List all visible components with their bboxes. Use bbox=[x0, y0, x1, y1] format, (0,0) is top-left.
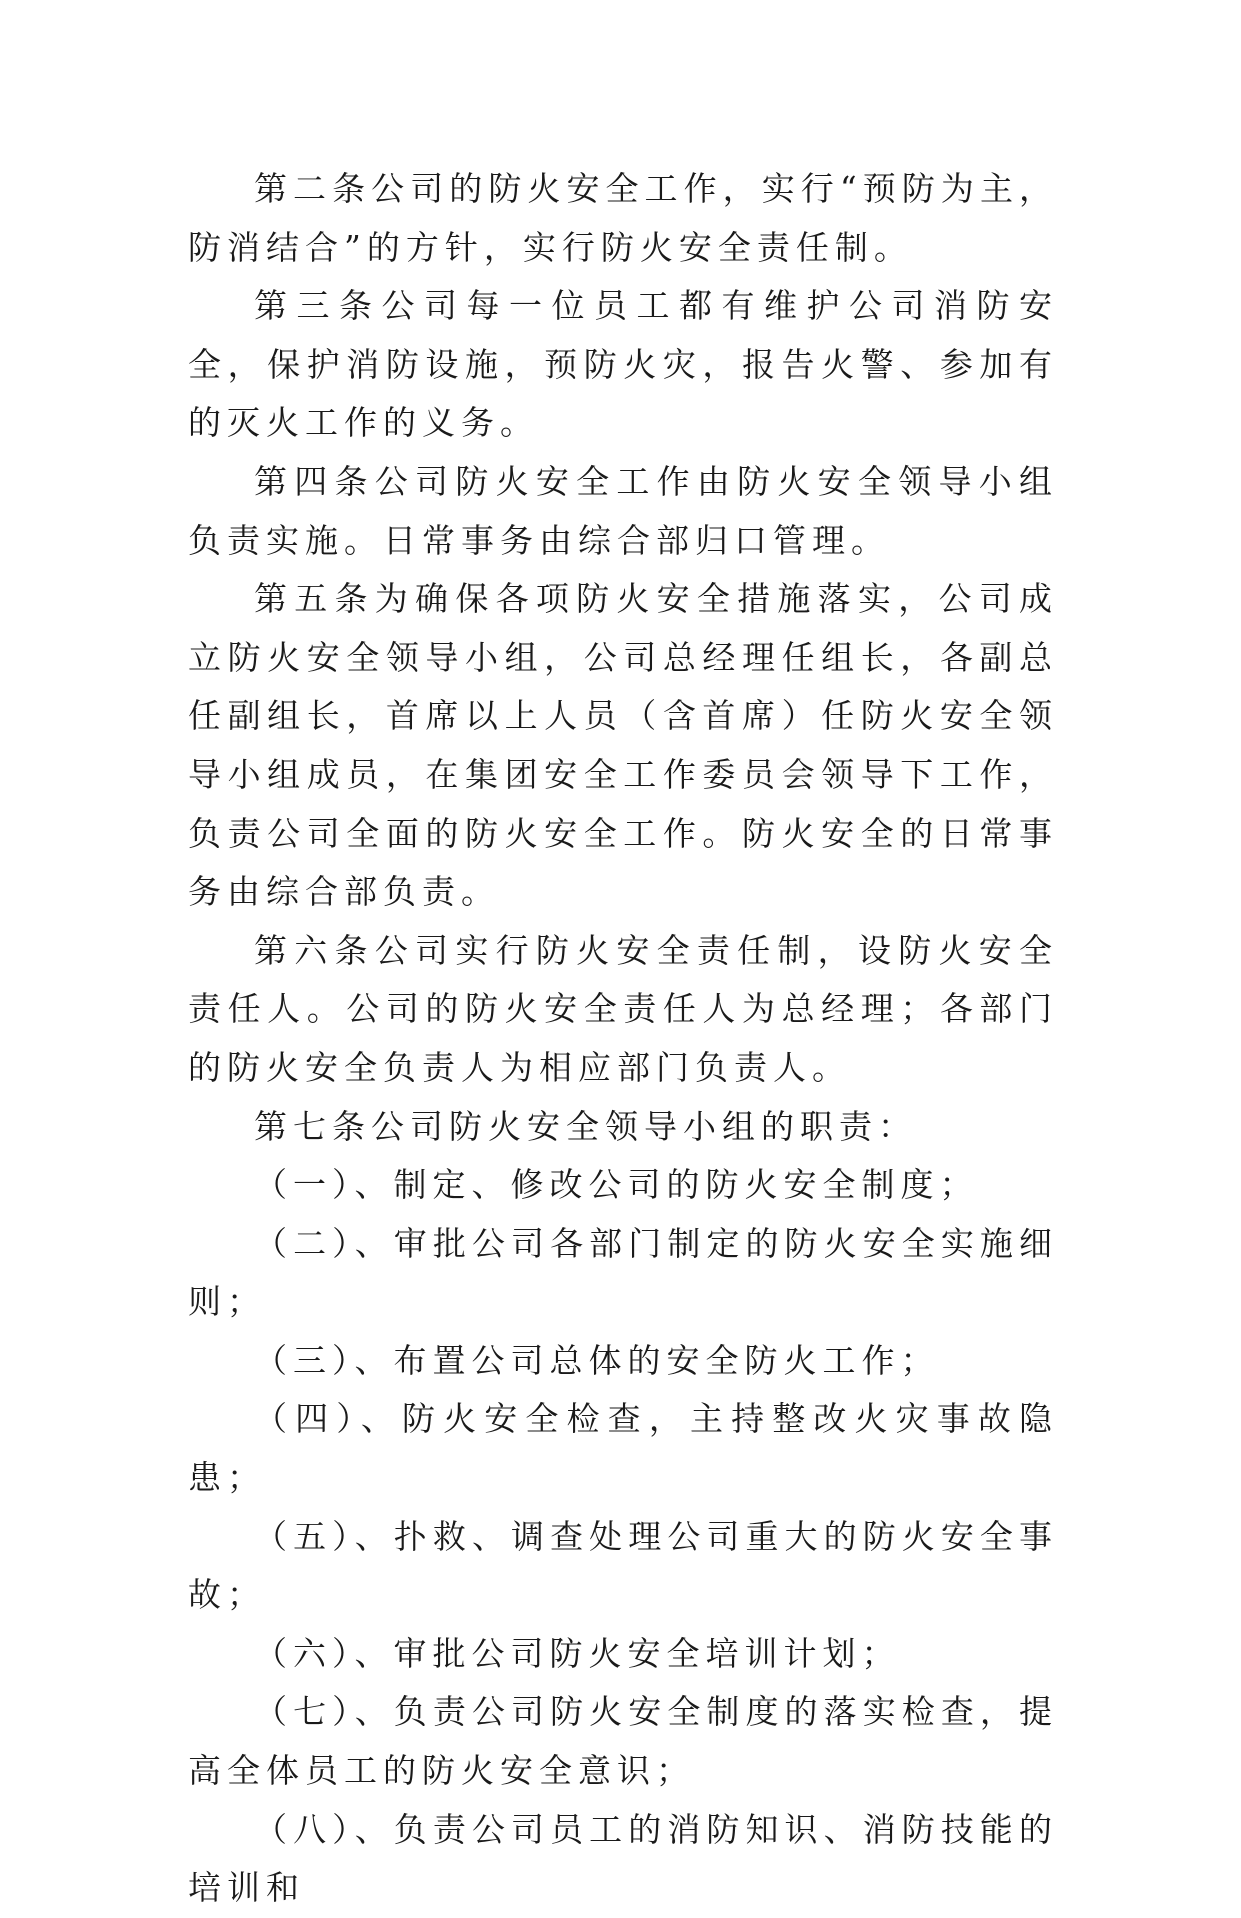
duty-item-6: （六）、审批公司防火安全培训计划； bbox=[254, 1633, 901, 1673]
document-body bbox=[188, 160, 1058, 1918]
article-6-paragraph: 第六条公司实行防火安全责任制，设防火安全责任人。公司的防火安全责任人为总经理；各部门的防火安全负责人为相应部门负责人。 bbox=[188, 930, 1058, 1087]
duty-item-5: （五）、扑救、调查处理公司重大的防火安全事故； bbox=[188, 1516, 1058, 1615]
article-2-paragraph: 第二条公司的防火安全工作，实行“预防为主，防消结合”的方针，实行防火安全责任制。 bbox=[188, 169, 1058, 267]
duty-item-3: （三）、布置公司总体的安全防火工作； bbox=[254, 1340, 940, 1380]
duty-item-1: （一）、制定、修改公司的防火安全制度； bbox=[254, 1165, 979, 1205]
article-7-paragraph: 第七条公司防火安全领导小组的职责： bbox=[254, 1106, 917, 1146]
duty-item-8: （八）、负责公司员工的消防知识、消防技能的培训和 bbox=[188, 1809, 1058, 1908]
article-3-paragraph: 第三条公司每一位员工都有维护公司消防安全，保护消防设施，预防火灾，报告火警、参加有的灭火工作的义务。 bbox=[188, 286, 1058, 443]
duty-item-2: （二）、审批公司各部门制定的防火安全实施细则； bbox=[188, 1223, 1058, 1322]
article-5-paragraph: 第五条为确保各项防火安全措施落实，公司成立防火安全领导小组，公司总经理任组长，各副总任副组长，首席以上人员（含首席）任防火安全领导小组成员，在集团安全工作委员会领导下工作，负责公司全面的防火安全工作。防火安全的日常事务由综合部负责。 bbox=[188, 579, 1058, 912]
duty-item-7: （七）、负责公司防火安全制度的落实检查，提高全体员工的防火安全意识； bbox=[188, 1692, 1058, 1791]
duty-item-4: （四）、防火安全检查，主持整改火灾事故隐患； bbox=[188, 1399, 1058, 1498]
article-4-paragraph: 第四条公司防火安全工作由防火安全领导小组负责实施。日常事务由综合部归口管理。 bbox=[188, 461, 1058, 560]
